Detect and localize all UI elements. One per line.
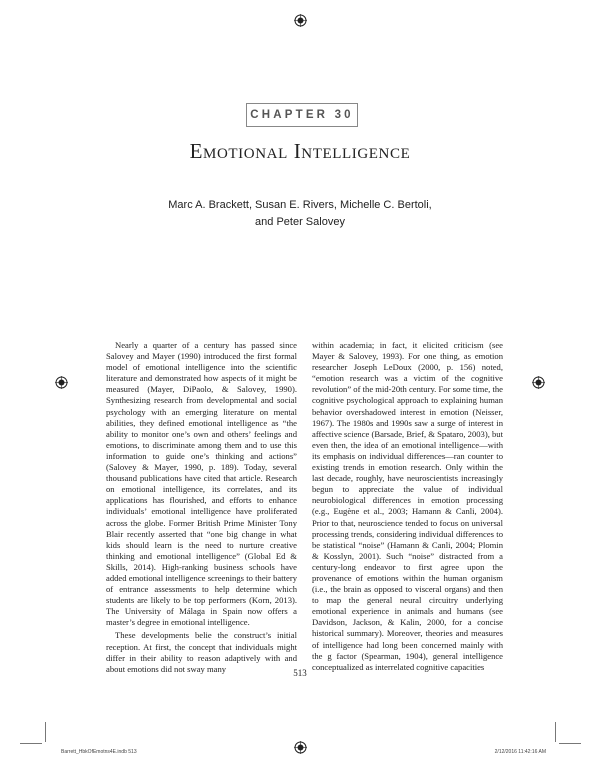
footer-file-info: Barrett_HbkOfEmotns4E.indb 513 xyxy=(61,749,137,755)
registration-mark-right xyxy=(532,376,545,389)
body-column-right xyxy=(312,340,503,673)
body-paragraph: within academia; in fact, it elicited criticism (see Mayer & Salovey, 1993). For one thing, as emotion researcher Joseph LeDoux (2000, p. 156) noted, “emotion research was a victim of the cognitive revolution” of the mid-20th century. For some time, the cognitive psychological approach to explaining human behavior overshadowed interest in emotion (Neisser, 1967). The 1980s and 1990s saw a surge of interest in affective science (Barsade, Brief, & Spataro, 2003), but even then, the idea of an emotional intelligence—with its emphasis on individual differences—ran counter to existing trends in emotion research. Only within the last decade, roughly, have neuroscientists increasingly begun to appreciate the value of individual neurobiological differences in emotion processing (e.g., Eugène et al., 2003; Hamann & Canli, 2004). Prior to that, neuroscience tended to focus on universal processing trends, considering individual differences to be statistical “noise” (Hamann & Canli, 2004; Plomin & Kosslyn, 2001). Such “noise” distracted from a century-long endeavor to first agree upon the provenance of emotions within the human organism (i.e., the brain as opposed to visceral organs) and then to map the general neural circuitry underlying emotional experience in animals and humans (see Davidson, Jackson, & Kalin, 2000, for a concise historical summary). Moreover, theories and measures of intelligence had long been concerned mainly with the g factor (Spearman, 1904), general intelligence conceptualized as interrelated cognitive capacities xyxy=(312,340,503,672)
body-paragraph: These developments belie the construct’s initial reception. At first, the concept that individuals might differ in their ability to reason adaptively with and about emotions did not sway many xyxy=(106,630,297,674)
footer-datetime: 2/12/2016 11:42:16 AM xyxy=(494,749,546,755)
page-number: 513 xyxy=(293,668,307,678)
chapter-label: CHAPTER 30 xyxy=(246,103,358,127)
registration-mark-top xyxy=(294,14,307,27)
body-column-left xyxy=(106,340,297,675)
crop-mark xyxy=(555,722,556,742)
registration-mark-bottom xyxy=(294,741,307,754)
author-line: Marc A. Brackett, Susan E. Rivers, Michelle C. Bertoli, xyxy=(168,199,432,211)
author-list xyxy=(150,197,450,231)
registration-mark-left xyxy=(55,376,68,389)
crop-mark xyxy=(20,743,42,744)
crop-mark xyxy=(559,743,581,744)
author-line: and Peter Salovey xyxy=(255,216,345,228)
chapter-title: Emotional Intelligence xyxy=(189,139,411,163)
body-paragraph: Nearly a quarter of a century has passed since Salovey and Mayer (1990) introduced the first formal model of emotional intelligence into the scientific literature and demonstrated how aspects of it might be measured (Mayer, DiPaolo, & Salovey, 1990). Synthesizing research from developmental and social psychology with an emerging literature on mental abilities, they defined emotional intelligence as “the ability to monitor one’s own and others’ feelings and emotions, to discriminate among them and to use this information to guide one’s thinking and actions” (Salovey & Mayer, 1990, p. 189). Today, several thousand publications have cited that article. Research on emotional intelligence, its correlates, and its applications has flourished, and efforts to enhance individuals’ emotional intelligence have proliferated across the globe. Former British Prime Minister Tony Blair recently asserted that “one big change in what kids should learn is the need to nurture creative thinking and emotional intelligence” (Global Ed & Skills, 2014). High-ranking business schools have added emotional intelligence screenings to their battery of entrance assessments to help determine which students are likely to be top performers (Korn, 2013). The University of Málaga in Spain now offers a master’s degree in emotional intelligence. xyxy=(106,340,297,628)
crop-mark xyxy=(45,722,46,742)
